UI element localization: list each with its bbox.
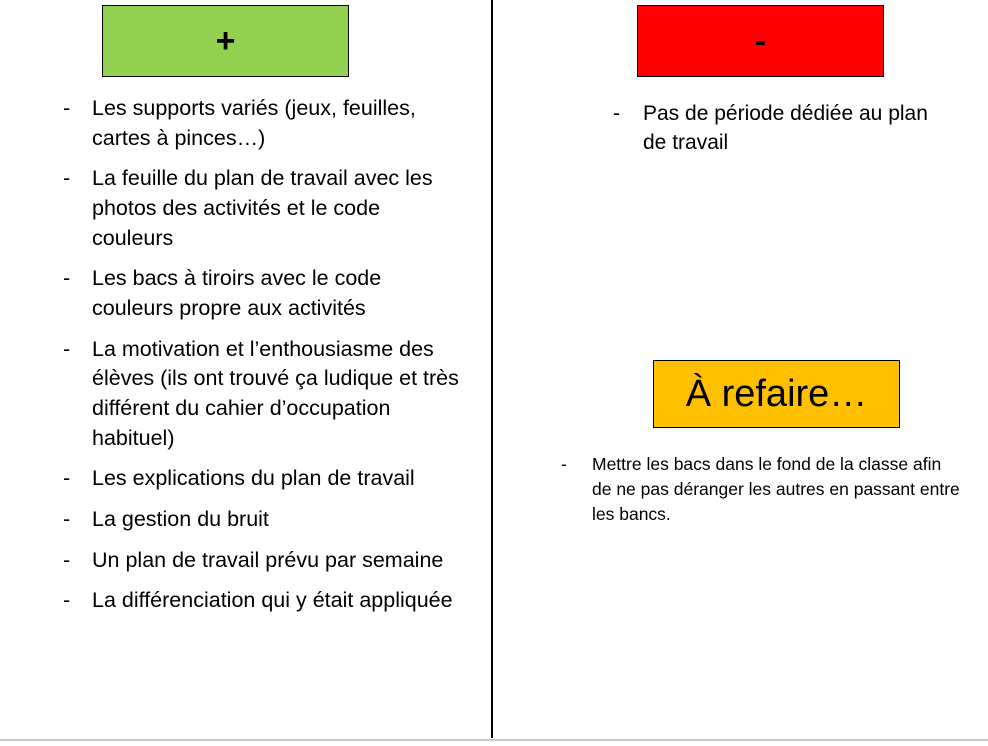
bullet-dash: - — [63, 506, 71, 531]
negatives-banner: - — [637, 5, 884, 77]
positives-banner: + — [102, 5, 349, 77]
bullet-dash: - — [63, 166, 71, 191]
list-item — [63, 505, 463, 535]
list-item — [63, 264, 463, 323]
bullet-text: Un plan de travail prévu par semaine — [92, 547, 444, 572]
bullet-text: Les supports variés (jeux, feuilles, cartes à pinces…) — [92, 96, 416, 150]
bullet-text: La gestion du bruit — [92, 506, 269, 531]
bullet-dash: - — [63, 466, 71, 491]
list-item — [63, 586, 463, 616]
bullet-dash: - — [63, 588, 71, 613]
list-item — [63, 94, 463, 153]
bullet-text: La motivation et l’enthousiasme des élèves (ils ont trouvé ça ludique et très différent du cahier d’occupation habituel) — [92, 336, 459, 450]
bullet-text: La feuille du plan de travail avec les photos des activités et le code couleurs — [92, 166, 433, 250]
list-item — [63, 546, 463, 576]
positives-column — [0, 0, 491, 738]
bottom-rule — [0, 739, 988, 741]
bullet-dash: - — [63, 96, 71, 120]
list-item — [63, 164, 463, 253]
positives-list — [63, 94, 463, 627]
bullet-text: La différenciation qui y était appliquée — [92, 588, 453, 613]
bullet-dash: - — [63, 266, 71, 291]
bullet-text: Les bacs à tiroirs avec le code couleurs propre aux activités — [92, 266, 382, 320]
list-item — [613, 100, 943, 158]
redo-list — [561, 452, 961, 527]
bullet-text: Mettre les bacs dans le fond de la classe afin de ne pas déranger les autres en passant entre les bancs. — [592, 454, 960, 524]
bullet-dash: - — [63, 547, 71, 572]
bullet-dash: - — [613, 102, 620, 125]
bullet-text: Les explications du plan de travail — [92, 466, 415, 491]
negatives-column — [493, 0, 988, 738]
negatives-list — [613, 100, 943, 158]
list-item — [63, 464, 463, 494]
bullet-dash: - — [63, 336, 71, 361]
bullet-text: Pas de période dédiée au plan de travail — [643, 102, 928, 154]
list-item — [63, 335, 463, 454]
bullet-dash: - — [561, 454, 567, 474]
list-item — [561, 452, 961, 527]
redo-banner: À refaire… — [653, 360, 900, 428]
